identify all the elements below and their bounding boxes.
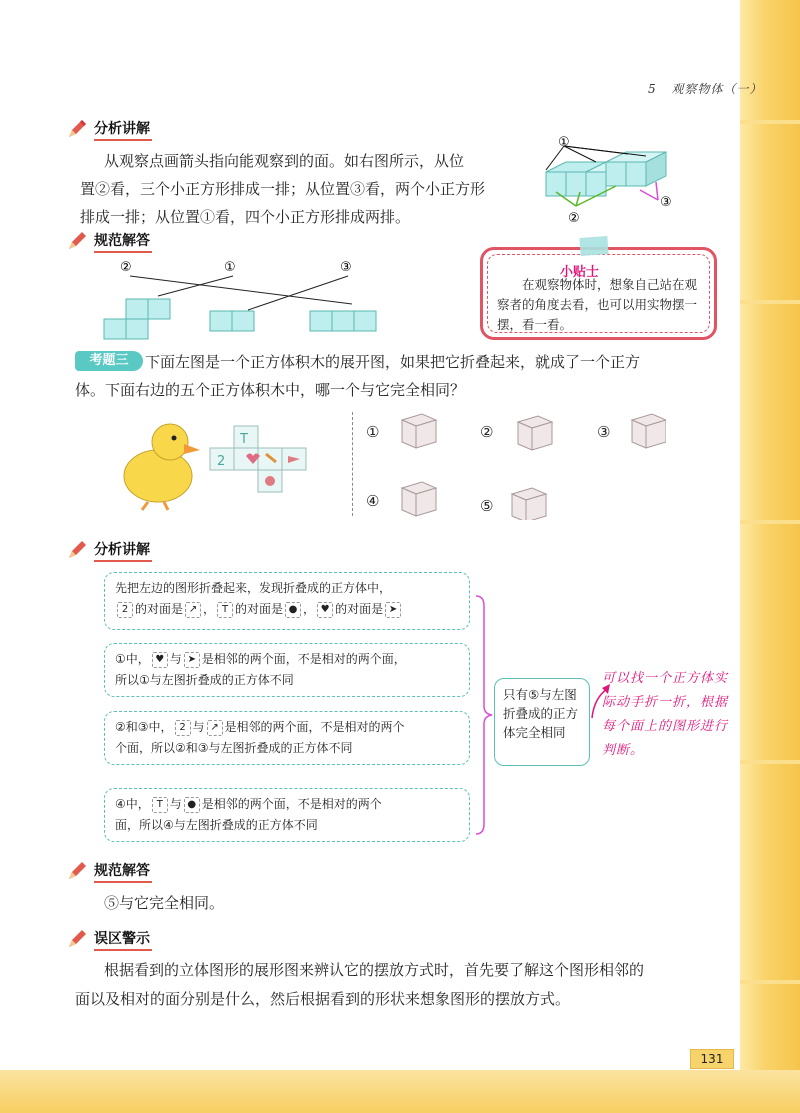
- question-badge: 考题三: [75, 351, 143, 371]
- match-label-3: ③: [340, 260, 352, 275]
- cube-option-1: [402, 414, 436, 448]
- pencil-icon: [66, 539, 88, 561]
- text-line: 从观察点画箭头指向能观察到的面。如右图所示，从位: [104, 152, 465, 170]
- box-text: 先把左边的图形折叠起来，发现折叠成的正方体中，: [115, 581, 392, 595]
- tip-title: 小贴士: [560, 265, 600, 280]
- divider: [352, 412, 353, 516]
- face-carrot-icon: ↗: [207, 720, 223, 736]
- page-number: 131: [690, 1049, 734, 1069]
- question-line-2: 体。下面右边的五个正方体积木中，哪一个与它完全相同？: [75, 381, 466, 399]
- section-label: 规范解答: [94, 230, 152, 253]
- box-text: 的对面是: [235, 602, 284, 616]
- section-title-analysis-1: [66, 118, 152, 140]
- text-line: 置②看，三个小正方形排成一排；从位置③看，两个小正方形: [80, 180, 486, 198]
- cube-option-5: [512, 488, 546, 520]
- analysis-box-2: [104, 643, 470, 697]
- option-label-5: ⑤: [480, 497, 494, 515]
- box-text: 面，所以④与左图折叠成的正方体不同: [115, 818, 318, 832]
- face-carrot-icon: ↗: [185, 602, 201, 618]
- svg-text:T: T: [240, 432, 248, 447]
- face-2-icon: 2: [117, 602, 133, 618]
- box-text: ，: [203, 602, 216, 616]
- pencil-icon: [66, 860, 88, 882]
- face-arrow-icon: ➤: [385, 602, 401, 618]
- option-label-3: ③: [597, 423, 611, 441]
- box-text: ①中，: [115, 652, 150, 666]
- question-line-1: 下面左图是一个正方体积木的展开图，如果把它折叠起来，就成了一个正方: [145, 353, 641, 371]
- conclusion-box: 只有⑤与左图折叠成的正方体完全相同: [494, 678, 590, 766]
- section-label: 误区警示: [94, 928, 152, 951]
- box-text: ②和③中，: [115, 720, 173, 734]
- position-label-3: ③: [660, 195, 672, 210]
- svg-text:2: 2: [217, 454, 226, 469]
- duck-and-cube-net-figure: [108, 416, 348, 512]
- face-heart-icon: ♥: [152, 652, 168, 668]
- box-text: 是相邻的两个面，不是相对的两个: [224, 720, 405, 734]
- section-title-warning: [66, 928, 152, 950]
- face-arrow-icon: ➤: [184, 652, 200, 668]
- box-text: 与: [169, 797, 182, 811]
- position-label-2: ②: [568, 211, 580, 226]
- tip-text: 在观察物体时，想象自己站在观察者的角度去看，也可以用实物摆一摆，看一看。: [497, 277, 698, 332]
- chapter-number: 5: [648, 82, 657, 96]
- face-heart-icon: ♥: [317, 602, 333, 618]
- section-label: 规范解答: [94, 860, 152, 883]
- face-t-icon: T: [217, 602, 233, 618]
- face-t-icon: T: [152, 797, 168, 813]
- analysis-box-3: [104, 711, 470, 765]
- tape-decoration: [579, 236, 608, 256]
- chapter-header: [648, 80, 762, 97]
- face-2-icon: 2: [175, 720, 191, 736]
- option-label-2: ②: [480, 423, 494, 441]
- analysis-box-4: [104, 788, 470, 842]
- answer-text: ⑤与它完全相同。: [104, 894, 225, 912]
- box-text: 所以①与左图折叠成的正方体不同: [115, 673, 294, 687]
- cube-option-3: [632, 414, 666, 448]
- text-line: 排成一排；从位置①看，四个小正方形排成两排。: [80, 208, 411, 226]
- option-label-1: ①: [366, 423, 380, 441]
- section-title-answer-2: [66, 860, 152, 882]
- box-text: 是相邻的两个面，不是相对的两个: [201, 797, 382, 811]
- match-label-1: ①: [224, 260, 236, 275]
- section-title-analysis-2: [66, 539, 152, 561]
- match-label-2: ②: [120, 260, 132, 275]
- section-title-answer-1: [66, 230, 152, 252]
- warning-line-2: 面以及相对的面分别是什么，然后根据看到的形状来想象图形的摆放方式。: [75, 990, 571, 1008]
- pencil-icon: [66, 230, 88, 252]
- pencil-icon: [66, 928, 88, 950]
- position-label-1: ①: [558, 135, 570, 150]
- face-circle-icon: ●: [285, 602, 301, 618]
- box-text: 的对面是: [335, 602, 384, 616]
- pencil-icon: [66, 118, 88, 140]
- hint-note: 可以找一个正方体实际动手折一折，根据每个面上的图形进行判断。: [602, 671, 729, 758]
- bottom-band: [0, 1070, 800, 1113]
- cube-option-2: [518, 416, 552, 450]
- box-text: 与: [192, 720, 205, 734]
- analysis-1-text: [80, 147, 534, 231]
- box-text: 与: [169, 652, 182, 666]
- cube-option-4: [402, 482, 436, 516]
- section-label: 分析讲解: [94, 118, 152, 141]
- option-label-4: ④: [366, 492, 380, 510]
- cube-observation-figure: [536, 134, 686, 226]
- box-text: 是相邻的两个面，不是相对的两个面，: [201, 652, 406, 666]
- box-text: 的对面是: [135, 602, 184, 616]
- duck-illustration: [124, 424, 200, 510]
- matching-figure: [100, 256, 390, 346]
- box-text: 个面，所以②和③与左图折叠成的正方体不同: [115, 741, 353, 755]
- analysis-box-1: [104, 572, 470, 630]
- box-text: ④中，: [115, 797, 150, 811]
- chapter-title: 观察物体（一）: [671, 82, 763, 96]
- page-edge-decoration: [740, 0, 800, 1113]
- face-circle-icon: ●: [184, 797, 200, 813]
- warning-line-1: 根据看到的立体图形的展形图来辨认它的摆放方式时，首先要了解这个图形相邻的: [104, 961, 645, 979]
- section-label: 分析讲解: [94, 539, 152, 562]
- box-text: ，: [303, 602, 316, 616]
- cube-options-figure: [396, 410, 666, 520]
